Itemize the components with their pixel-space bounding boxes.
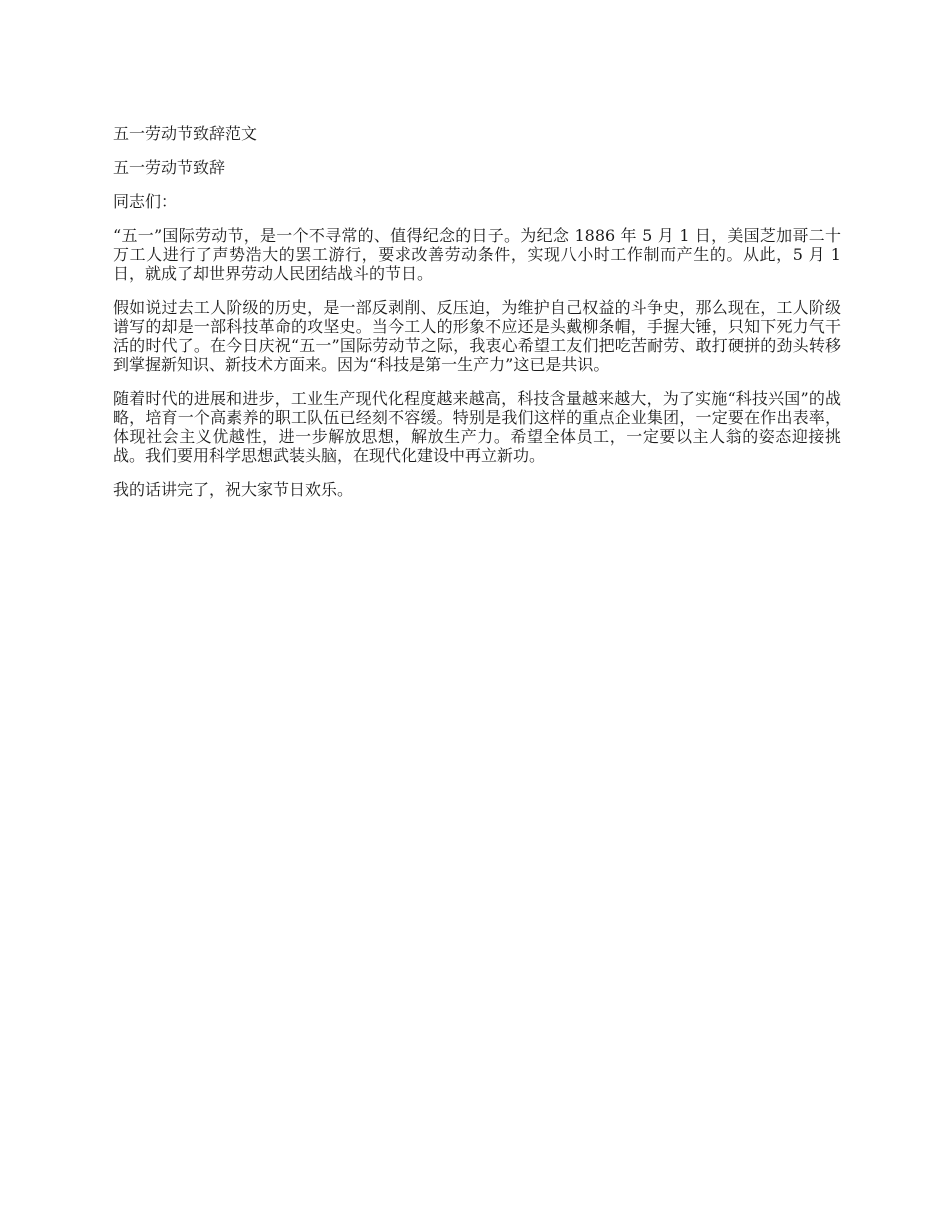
salutation: 同志们：: [113, 192, 178, 211]
document-page: [113, 124, 841, 514]
paragraph-1: “五一”国际劳动节，是一个不寻常的、值得纪念的日子。为纪念 1886 年 5 月 1 日，美国芝加哥二十万工人进行了声势浩大的罢工游行，要求改善劳动条件，实现八小时工作制而产生的。从此，5 月 1 日，就成了却世界劳动人民团结战斗的节日。: [113, 226, 841, 283]
document-title: 五一劳动节致辞范文: [113, 124, 258, 143]
paragraph-2: 假如说过去工人阶级的历史，是一部反剥削、反压迫，为维护自己权益的斗争史，那么现在，工人阶级谱写的却是一部科技革命的攻坚史。当今工人的形象不应还是头戴柳条帽，手握大锤，只知下死力气干活的时代了。在今日庆祝“五一”国际劳动节之际，我衷心希望工友们把吃苦耐劳、敢打硬拼的劲头转移到掌握新知识、新技术方面来。因为“科技是第一生产力”这已是共识。: [113, 298, 841, 374]
paragraph-3: 随着时代的进展和进步，工业生产现代化程度越来越高，科技含量越来越大，为了实施“科技兴国”的战略，培育一个高素养的职工队伍已经刻不容缓。特别是我们这样的重点企业集团，一定要在作出表率，体现社会主义优越性，进一步解放思想，解放生产力。希望全体员工，一定要以主人翁的姿态迎接挑战。我们要用科学思想武装头脑，在现代化建设中再立新功。: [113, 389, 841, 465]
closing-line: 我的话讲完了，祝大家节日欢乐。: [113, 480, 354, 499]
document-heading: 五一劳动节致辞: [113, 158, 226, 177]
